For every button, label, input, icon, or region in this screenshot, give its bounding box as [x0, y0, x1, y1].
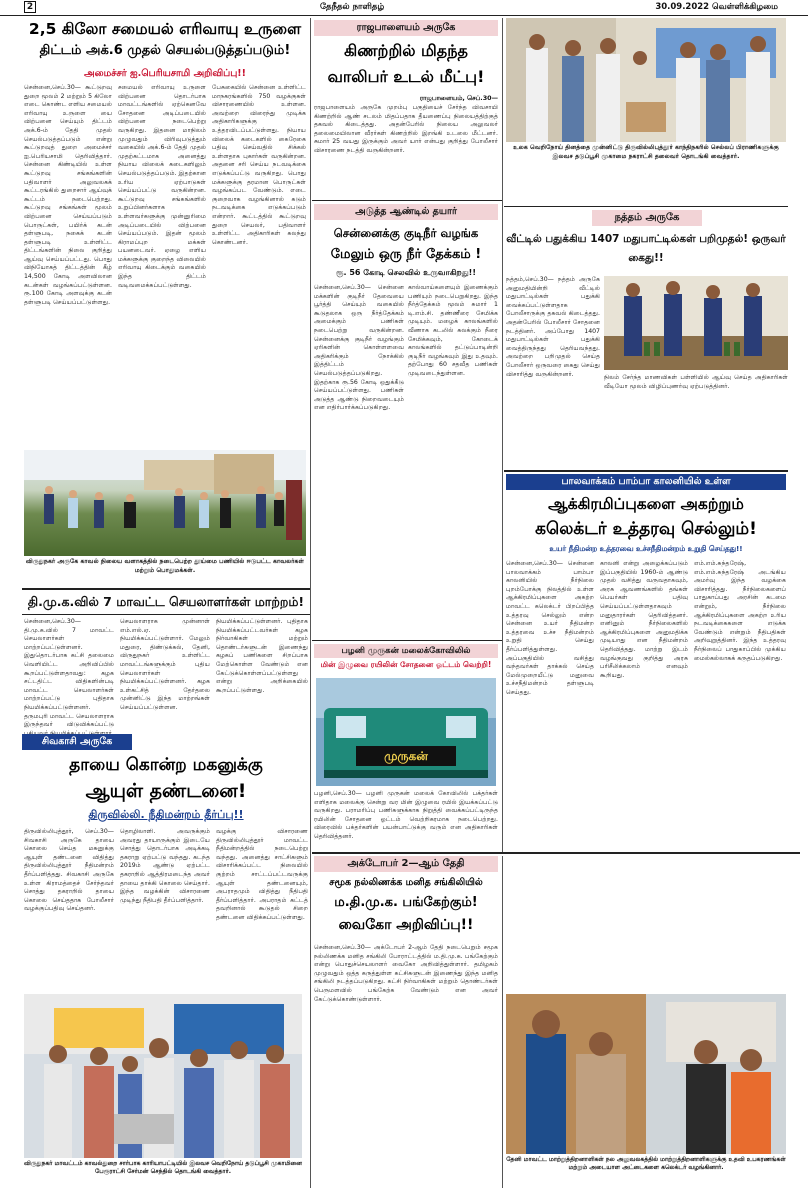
band-encroachment: பாலவாக்கம் பாம்பா காலனியில் உள்ள — [506, 474, 786, 490]
subhead-gas: அமைச்சர் ஐ.பெரியசாமி அறிவிப்பு!! — [84, 68, 246, 79]
headline-liquor: வீட்டில் பதுக்கிய 1407 மதுபாட்டில்கள் பறிமுதல்! ஒருவர் கைது!! — [506, 233, 786, 264]
kicker-chain: அக்டோபர் 2—ஆம் தேதி — [314, 856, 498, 872]
headline-dmk: தி.மு.க.வில் 7 மாவட்ட செயலாளர்கள் மாற்றம்! — [27, 594, 305, 609]
water-col-1: சென்னை,செப்.30— சென்னை மக்களின் குடிநீர் தேவையை பூர்த்தி செய்யும் வகையில் கூடுதலாக ஒரு நீர்த்தேக்கம் அமைக்கும் பணிகள் நடைபெற்று வருகின்றன. சென்னைக்கு குடிநீர் வழங்கும் ஏரிகளின் கொள்ளளவை அதிகரிக்கும் நோக்கில் இத்திட்டம் செயல்படுத்தப்படுகிறது. இதற்காக ரூ.56 கோடி ஒதுக்கீடு செய்யப்பட்டுள்ளது. பணிகள் அடுத்த ஆண்டு நிறைவடையும் என எதிர்பார்க்கப்படுகிறது. — [314, 284, 404, 412]
headline-well: கிணற்றில் மிதந்த வாலிபர் உடல் மீட்பு! — [327, 41, 485, 86]
subhead-water: ரூ. 56 கோடி செலவில் உருவாகிறது!! — [336, 268, 476, 277]
sivakasi-col-2: தொழிலாளி. அவருக்கும் அவரது தாயாருக்கும் இடையே சொத்து தொடர்பாக அடிக்கடி தகராறு ஏற்பட்டு வந்தது. கடந்த 2019ம் ஆண்டு ஏற்பட்ட தகராறில் ஆத்திரமடைந்த அவர் தாயை தாக்கி கொலை செய்தார். இந்த வழக்கின் விசாரணை முடிந்து நீதிபதி தீர்ப்பளித்தார். — [120, 828, 210, 904]
headline-palani: மின் இழுவை ரயிலின் சோதனை ஓட்டம் வெற்றி! — [320, 660, 492, 669]
dateline-well: ராஜபாளையம், செப்.30— — [419, 94, 498, 102]
subhead-encroachment: உயர் நீதிமன்ற உத்தரவை உச்சநீதிமன்றம் உறுதி செய்தது!! — [549, 544, 743, 553]
issue-date: 30.09.2022 வெள்ளிக்கிழமை — [655, 2, 778, 12]
gas-col-2: சமையல் எரிவாயு உருளை விற்பனை தொடர்பாக மாவட்டங்களில் ஏற்கெனவே சோதனை அடிப்படையில் விற்பனை நடைபெற்று வருகிறது. இதனை மாநிலம் முழுவதும் விரிவுபடுத்தும் வகையில் அக்.6-ம் தேதி முதல் முதற்கட்டமாக அனைத்து நியாய விலைக் கடைகளிலும் செயல்படுத்தப்படும். இதற்கான உரிய ஏற்பாடுகள் செய்யப்பட்டு வருகின்றன. கூட்டுறவு சங்கங்களில் உறுப்பினர்களாக உள்ளவர்களுக்கு முன்னுரிமை அடிப்படையில் விற்பனை செய்யப்படும். இதன் மூலம் கிராமப்புற மக்கள் பயனடைவர். ஏழை எளிய மக்களுக்கு குறைந்த விலையில் எரிவாயு கிடைக்கும் வகையில் இந்த திட்டம் வடிவமைக்கப்பட்டுள்ளது. — [118, 84, 206, 289]
encroach-col-2: காலனி என்று அழைக்கப்படும் இப்பகுதியில் 1960-ம் ஆண்டு முதல் வசித்து வருவதாகவும், அரசு ஆவணங்களில் தங்கள் பெயர்கள் பதிவு செய்யப்பட்டுள்ளதாகவும் மனுதாரர்கள் தெரிவித்தனர். எனினும் நீர்நிலைகளில் ஆக்கிரமிப்புகளை அனுமதிக்க முடியாது என நீதிமன்றம் தெரிவித்தது. மாற்று இடம் வழங்குவது குறித்து அரசு பரிசீலிக்கலாம் எனவும் கூறியது. — [600, 560, 688, 679]
liquor-body: நத்தம்,செப்.30— நத்தம் அருகே அனுமதியின்றி வீட்டில் மதுபாட்டில்கள் பதுக்கி வைக்கப்பட்டுள்ளதாக போலீசாருக்கு தகவல் கிடைத்தது. அதன்பேரில் போலீசார் சோதனை நடத்தினர். அப்போது 1407 மதுபாட்டில்கள் பதுக்கி வைத்திருந்தது தெரியவந்தது. அவற்றை பறிமுதல் செய்த போலீசார் ஒருவரை கைது செய்து விசாரித்து வருகின்றனர். — [506, 276, 600, 378]
headline-chain: சமூக நல்லிணக்க மனித சங்கிலியில் ம.தி.மு.க. பங்கேற்கும்! வைகோ அறிவிப்பு!! — [329, 877, 483, 933]
well-body: ராஜபாளையம் அருகே முறம்பு பகுதியைச் சேர்ந்த விவசாயி கிணற்றில் ஆண் சடலம் மிதப்பதாக தீயணைப்பு நிலையத்திற்குத் தகவல் கிடைத்தது. அதன்பேரில் நிலைய அலுவலர் தலைமையிலான வீரர்கள் கிணற்றில் இறங்கி உடலை மீட்டனர். சுமார் 25 வயது இருக்கும் அவர் யார் என்பது குறித்து போலீசார் விசாரணை நடத்தி வருகின்றனர். — [314, 104, 498, 154]
caption-rabies-camp: உலக வெறிநோய் தினத்தை முன்னிட்டு திருவில்லிபுத்தூர் காந்திநகரில் செல்லப் பிராணிகளுக்கு இலவச தடுப்பூசி முகாமை நகராட்சி தலைவர் தொடங்கி வைத்தார். — [513, 144, 779, 160]
photo-rabies-camp — [506, 18, 786, 142]
encroach-col-3: எம்.எம்.சுந்தரேஷ், எம்.எம்.சுந்தரேஷ் அடங்கிய அமர்வு இந்த வழக்கை விசாரித்தது. நீர்நிலைகளைப் பாதுகாப்பது அரசின் கடமை என்றும், நீர்நிலை ஆக்கிரமிப்புகளை அகற்ற உரிய நடவடிக்கைகளை எடுக்க வேண்டும் என்றும் நீதிபதிகள் அறிவுறுத்தினர். இந்த உத்தரவு நீர்நிலைப் பாதுகாப்பில் முக்கிய மைல்கல்லாகக் கருதப்படுகிறது. — [694, 560, 786, 662]
headline-sivakasi: தாயை கொன்ற மகனுக்கு ஆயுள் தண்டனை! — [69, 755, 263, 802]
sivakasi-col-1: திருவில்லிபுத்தூர், செப்.30— சிவகாசி அருகே தாயை கொலை செய்த மகனுக்கு ஆயுள் தண்டனை விதித்து திருவில்லிபுத்தூர் நீதிமன்றம் தீர்ப்பளித்தது. சிவகாசி அருகே உள்ள கிராமத்தைச் சேர்ந்தவர் சொத்து தகராறில் தாயை கொலை செய்ததாக போலீசார் வழக்குப்பதிவு செய்தனர். — [24, 828, 114, 913]
page-number: 2 — [24, 1, 36, 13]
liquor-caption: நிலம் சேர்ந்த மாணவிகள் பள்ளியில் ஆய்வு செய்த அதிகாரிகள் வீடியோ மூலம் விழிப்புணர்வு ஏற்படுத்தினர். — [604, 374, 788, 390]
headline-water: சென்னைக்கு குடிநீர் வழங்க மேலும் ஒரு நீர் தேக்கம் ! — [330, 226, 482, 262]
encroach-col-1: சென்னை,செப்.30— சென்னை பாலவாக்கம் பாம்பா காலனியில் நீர்நிலை புறம்போக்கு நிலத்தில் உள்ள ஆக்கிரமிப்புகளை அகற்ற மாவட்ட கலெக்டர் பிறப்பித்த உத்தரவு செல்லும் என்ற சென்னை உயர் நீதிமன்ற உத்தரவை உச்ச நீதிமன்றம் உறுதி செய்து தீர்ப்பளித்துள்ளது. அப்பகுதியில் வசித்து வந்தவர்கள் தாக்கல் செய்த மேல்முறையீட்டு மனுவை உச்சநீதிமன்றம் தள்ளுபடி செய்தது. — [506, 560, 594, 696]
kicker-sivakasi: சிவகாசி அருகே — [22, 734, 132, 750]
photo-vaccination-camp — [24, 994, 302, 1158]
gas-col-1: சென்னை,செப்.30— கூட்டுறவு துறை மூலம் 2 மற்றும் 5 கிலோ எடை கொண்ட எளிய சமையல் எரிவாயு உருளை யை விற்பனை செய்யும் திட்டம் அக்.6-ம் தேதி முதல் செயல்படுத்தப்படும் என்று கூட்டுறவுத் துறை அமைச்சர் ஐ.பெரியசாமி தெரிவித்தார். சென்னை கிண்டியில் உள்ள கூட்டுறவு சங்கங்களின் பதிவாளர் அலுவலகக் கூட்டரங்கில் துறைசார் ஆய்வுக் கூட்டம் நடைபெற்றது. கூட்டுறவு சங்கங்கள் மூலம் விற்பனை செய்யப்படும் பொருட்கள், பயிர்க் கடன் தள்ளுபடி, நகைக் கடன் தள்ளுபடி உள்ளிட்ட திட்டங்களின் நிலை குறித்து ஆய்வு செய்யப்பட்டது. பொது விநியோகத் திட்டத்தின் கீழ் 14,500 கோடி அளவிலான கடன்கள் வழங்கப்பட்டுள்ளன. ரூ.100 கோடி அளவுக்கு கடன் தள்ளுபடி செய்யப்பட்டுள்ளது. — [24, 84, 112, 306]
caption-vaccination-camp: விருதுநகர் மாவட்டம் காவல்துறை சார்பாக காரியாபட்டியில் இலவச வெறிநோய் தடுப்பூசி முகாமினை பேரூராட்சி சேர்மன் செந்தில் தொடங்கி வைத்தார். — [24, 1160, 303, 1176]
subhead-sivakasi: திருவில்லி. நீதிமன்றம் தீர்ப்பு!! — [88, 808, 244, 821]
kicker-palani: பழனி முருகன் மலைக்கோவிலில் — [314, 644, 498, 658]
paper-name: தேநீதல் நாளிதழ் — [320, 2, 385, 12]
sivakasi-col-3: வழக்கு விசாரணை திருவில்லிபுத்தூர் மாவட்ட நீதிமன்றத்தில் நடைபெற்று வந்தது. அனைத்து சாட்சிகளும் விசாரிக்கப்பட்ட நிலையில் குற்றம் சாட்டப்பட்டவருக்கு ஆயுள் தண்டனையும், அபராதமும் விதித்து நீதிபதி தீர்ப்பளித்தார். அபராதம் கட்டத் தவறினால் கூடுதல் சிறை தண்டனை விதிக்கப்பட்டுள்ளது. — [216, 828, 308, 921]
kicker-natham: நத்தம் அருகே — [592, 210, 702, 226]
train-banner: முருகன் — [384, 749, 428, 763]
headline-gas: 2,5 கிலோ சமையல் எரிவாயு உருளை திட்டம் அக்.6 முதல் செயல்படுத்தப்படும்! — [28, 20, 302, 58]
palani-body: பழனி,செப்.30— பழனி முருகன் மலைக் கோவிலில் பக்தர்கள் எளிதாக மலைக்கு சென்று வர மின் இழுவை ரயில் இயக்கப்பட்டு வருகிறது. பராமரிப்பு பணிகளுக்காக நிறுத்தி வைக்கப்பட்டிருந்த ரயிலின் சோதனை ஓட்டம் வெற்றிகரமாக நடைபெற்றது. விரைவில் பக்தர்களின் பயன்பாட்டுக்கு வரும் என அதிகாரிகள் தெரிவித்தனர். — [314, 790, 498, 840]
kicker-rajapalayam: ராஜபாளையம் அருகே — [314, 20, 498, 36]
gas-col-3: பேசுகையில் சென்னை உள்ளிட்ட மாநகரங்களில் 750 வழக்குகள் விசாரணையில் உள்ளன. அவற்றை விரைந்து முடிக்க அதிகாரிகளுக்கு உத்தரவிடப்பட்டுள்ளது. நியாய விலைக் கடைகளில் கைரேகை பதிவு செய்வதில் சிக்கல் உள்ளதாக புகார்கள் வருகின்றன. அதனை சரி செய்ய நடவடிக்கை எடுக்கப்பட்டு வருகிறது. பொது மக்களுக்கு தரமான பொருட்கள் வழங்கப்பட வேண்டும். எடை குறைவாக வழங்கினால் கடும் நடவடிக்கை எடுக்கப்படும் என்றார். கூட்டத்தில் கூட்டுறவு துறை செயலர், பதிவாளர் உள்ளிட்ட அதிகாரிகள் கலந்து கொண்டனர். — [212, 84, 306, 246]
caption-differently-abled: தேனி மாவட்ட மாற்றுத்திறனாளிகள் நல அலுவலகத்தில் மாற்றுத்திறனாளிகளுக்கு உதவி உபகரணங்கள் மற்றும் அடையாள அட்டைகளை கலெக்டர் வழங்கினார். — [506, 1156, 786, 1172]
water-col-2: கால்வாய்களையும் இணைக்கும் பணியும் நடைபெறுகிறது. இந்த நீர்த்தேக்கம் மூலம் சுமார் 1 டி.எம்.சி. தண்ணீரை சேமிக்க முடியும். மழைக் காலங்களில் வீணாக கடலில் கலக்கும் நீரை சேமிக்கவும், கோடைக் காலங்களில் தட்டுப்பாடின்றி குடிநீர் வழங்கவும் இது உதவும். தற்போது 60 சதவீத பணிகள் முடிவடைந்துள்ளன. — [408, 284, 498, 377]
dmk-col-2: செயலாளராக முன்னாள் எம்.எல்.ஏ. நியமிக்கப்பட்டுள்ளார். மேலும் மதுரை, திண்டுக்கல், தேனி, விருதுநகர் உள்ளிட்ட மாவட்டங்களுக்கும் புதிய செயலாளர்கள் நியமிக்கப்பட்டுள்ளனர். கழக உள்கட்சித் தேர்தலை முன்னிட்டு இந்த மாற்றங்கள் செய்யப்பட்டுள்ளன. — [120, 618, 210, 711]
masthead — [0, 0, 808, 16]
dmk-col-3: நியமிக்கப்பட்டுள்ளனர். புதிதாக நியமிக்கப்பட்டவர்கள் கழக நிர்வாகிகள் மற்றும் தொண்டர்களுடன் இணைந்து கழகப் பணிகளை சிறப்பாக மேற்கொள்ள வேண்டும் என கேட்டுக்கொள்ளப்பட்டுள்ளது என்று அறிக்கையில் கூறப்பட்டுள்ளது. — [216, 618, 308, 694]
photo-cleanup-workers — [24, 450, 306, 556]
photo-winch-train — [316, 678, 496, 786]
dmk-col-1: சென்னை,செப்.30— தி.மு.க.வில் 7 மாவட்ட செயலாளர்கள் மாற்றப்பட்டுள்ளனர். இதுதொடர்பாக கட்சி தலைமை வெளியிட்ட அறிவிப்பில் கூறப்பட்டுள்ளதாவது: கழக சட்டதிட்ட விதிகளின்படி மாவட்ட செயலாளர்கள் மாற்றப்பட்டு புதிதாக நியமிக்கப்பட்டுள்ளனர். தருமபுரி மாவட்ட செயலாளராக இருந்தவர் விடுவிக்கப்பட்டு — [24, 618, 114, 729]
photo-seized-bottles — [604, 276, 788, 370]
headline-encroachment: ஆக்கிரமிப்புகளை அகற்றும் கலெக்டர் உத்தரவு செல்லும்! — [535, 495, 757, 539]
caption-cleanup: விருதுநகர் அருகே காவல் நிலைய வளாகத்தில் நடைபெற்ற தூய்மை பணியில் ஈடுபட்ட காவலர்கள் மற்றும் பொதுமக்கள். — [25, 558, 305, 574]
chain-body: சென்னை,செப்.30— அக்டோபர் 2-ஆம் தேதி நடைபெறும் சமூக நல்லிணக்க மனித சங்கிலி போராட்டத்தில் ம.தி.மு.க. பங்கேற்கும் என்று பொதுச்செயலாளர் வைகோ அறிவித்துள்ளார். தமிழகம் முழுவதும் ஒத்த கருத்துள்ள கட்சிகளுடன் இணைந்து இந்த மனித சங்கிலி நடத்தப்படுகிறது. கட்சி நிர்வாகிகள் மற்றும் தொண்டர்கள் பெருமளவில் பங்கேற்க வேண்டும் என அவர் கேட்டுக்கொண்டுள்ளார். — [314, 944, 498, 1003]
kicker-water: அடுத்த ஆண்டில் தயார் — [314, 204, 498, 220]
photo-differently-abled-welfare — [506, 994, 786, 1154]
